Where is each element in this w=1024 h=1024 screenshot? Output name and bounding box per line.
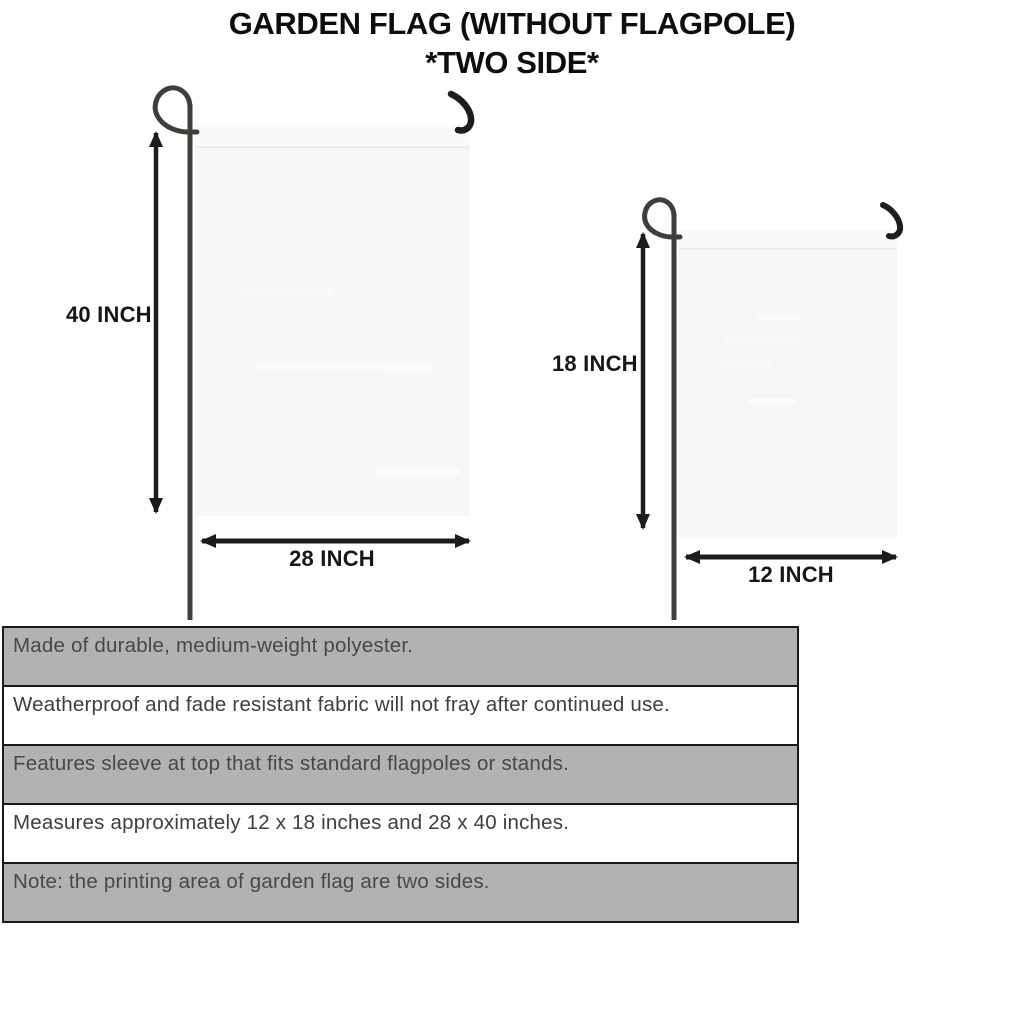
spec-row-material: Made of durable, medium-weight polyester. xyxy=(4,628,797,685)
large-flag-hook-icon xyxy=(451,94,471,130)
page-title: GARDEN FLAG (WITHOUT FLAGPOLE) xyxy=(228,6,796,41)
large-flag-group xyxy=(155,88,471,620)
small-flag-width-label: 12 INCH xyxy=(748,562,834,587)
spec-row-sleeve: Features sleeve at top that fits standard flagpoles or stands. xyxy=(4,744,797,803)
small-flag-sleeve xyxy=(679,230,897,248)
large-flag-height-label: 40 INCH xyxy=(66,302,152,327)
large-flag-sleeve xyxy=(195,125,470,147)
spec-row-measurements: Measures approximately 12 x 18 inches and 28 x 40 inches. xyxy=(4,803,797,862)
spec-row-note: Note: the printing area of garden flag are two sides. xyxy=(4,862,797,921)
small-flag xyxy=(679,230,897,538)
small-flag-group xyxy=(643,200,900,620)
spec-table xyxy=(2,626,799,923)
large-flag xyxy=(195,125,470,516)
small-flag-height-label: 18 INCH xyxy=(552,351,638,376)
page-subtitle: *TWO SIDE* xyxy=(425,45,599,80)
spec-row-weatherproof: Weatherproof and fade resistant fabric will not fray after continued use. xyxy=(4,685,797,744)
large-flag-width-label: 28 INCH xyxy=(289,546,375,571)
